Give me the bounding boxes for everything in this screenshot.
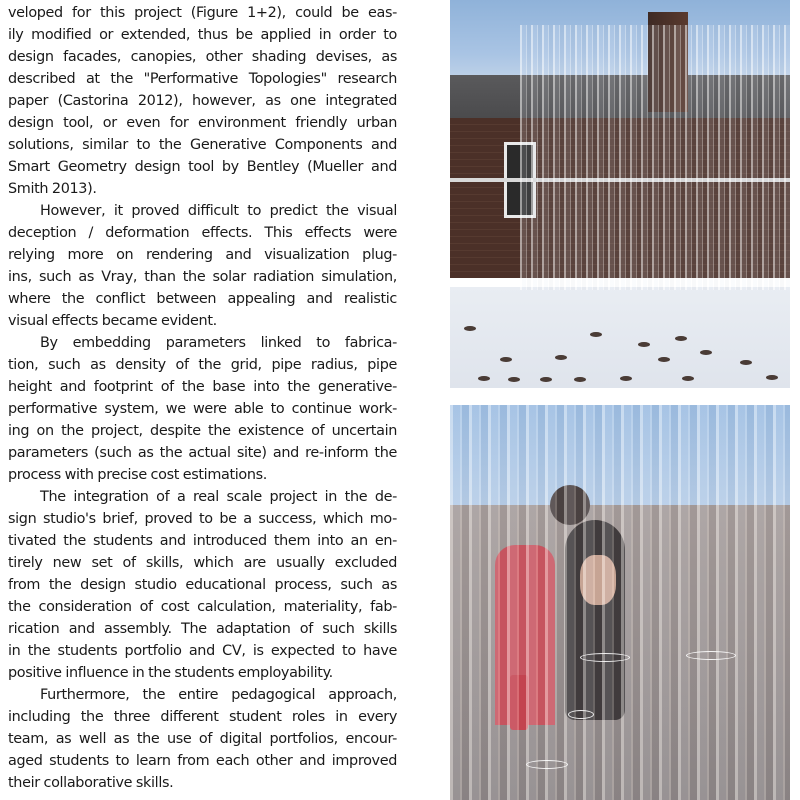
text-line: ins, such as Vray, than the solar radiation simulation, <box>8 269 397 285</box>
text-line: in the students portfolio and CV, is expected to have <box>8 643 397 659</box>
base-hole <box>508 377 520 382</box>
text-line: visual effects became evident. <box>8 313 217 329</box>
paragraph-start-line: The integration of a real scale project in the de- <box>40 489 397 505</box>
text-line: performative system, we were able to continue work- <box>8 401 397 417</box>
text-line: rication and assembly. The adaptation of such skills <box>8 621 397 637</box>
text-line: deception / deformation effects. This effects were <box>8 225 397 241</box>
text-line: described at the "Performative Topologies" research <box>8 71 397 87</box>
base-hole <box>658 357 670 362</box>
text-line: Smith 2013). <box>8 181 97 197</box>
text-line: from the design studio educational process, such as <box>8 577 397 593</box>
base-hole <box>590 332 602 337</box>
paragraph-start-line: However, it proved difficult to predict the visual <box>40 203 397 219</box>
body-text-column <box>8 2 397 794</box>
tube-rim <box>686 651 736 660</box>
text-line: tion, such as density of the grid, pipe radius, pipe <box>8 357 397 373</box>
text-line: aged students to learn from each other and improved <box>8 753 397 769</box>
text-line: relying more on rendering and visualization plug- <box>8 247 397 263</box>
text-line: process with precise cost estimations. <box>8 467 268 483</box>
base-hole <box>574 377 586 382</box>
paragraph-start-line: By embedding parameters linked to fabrica- <box>40 335 397 351</box>
text-line: positive influence in the students employability. <box>8 665 333 681</box>
text-line: ing on the project, despite the existence of uncertain <box>8 423 397 439</box>
paragraph-start-line: Furthermore, the entire pedagogical approach, <box>40 687 397 703</box>
text-line: sign studio's brief, proved to be a success, which mo- <box>8 511 397 527</box>
tube-rim <box>580 653 630 662</box>
text-line: ily modified or extended, thus be applied in order to <box>8 27 397 43</box>
base-hole <box>500 357 512 362</box>
figure-students-photo <box>450 405 790 800</box>
acrylic-tubes <box>520 25 790 290</box>
tube-rim <box>526 760 568 769</box>
base-hole <box>682 376 694 381</box>
text-line: height and footprint of the base into the generative- <box>8 379 397 395</box>
text-line: the consideration of cost calculation, materiality, fab- <box>8 599 397 615</box>
acrylic-tubes <box>450 405 790 800</box>
white-base <box>450 287 790 388</box>
base-hole <box>478 376 490 381</box>
base-hole <box>620 376 632 381</box>
base-hole <box>740 360 752 365</box>
text-line: veloped for this project (Figure 1+2), could be eas- <box>8 5 397 21</box>
text-line: where the conflict between appealing and realistic <box>8 291 397 307</box>
base-hole <box>555 355 567 360</box>
base-hole <box>766 375 778 380</box>
text-line: paper (Castorina 2012), however, as one integrated <box>8 93 397 109</box>
base-hole <box>675 336 687 341</box>
text-line: design facades, canopies, other shading devises, as <box>8 49 397 65</box>
text-line: tivated the students and introduced them into an en- <box>8 533 397 549</box>
text-line: tirely new set of skills, which are usually excluded <box>8 555 397 571</box>
text-line: including the three different student roles in every <box>8 709 397 725</box>
base-hole <box>540 377 552 382</box>
base-hole <box>700 350 712 355</box>
tube-rim <box>568 710 594 719</box>
text-line: design tool, or even for environment friendly urban <box>8 115 397 131</box>
base-hole <box>464 326 476 331</box>
text-line: parameters (such as the actual site) and re-inform the <box>8 445 397 461</box>
text-line: Smart Geometry design tool by Bentley (Mueller and <box>8 159 397 175</box>
text-line: team, as well as the use of digital portfolios, encour- <box>8 731 397 747</box>
figure-installation-photo <box>450 0 790 388</box>
base-hole <box>638 342 650 347</box>
text-line: solutions, similar to the Generative Components and <box>8 137 397 153</box>
text-line: their collaborative skills. <box>8 775 174 791</box>
